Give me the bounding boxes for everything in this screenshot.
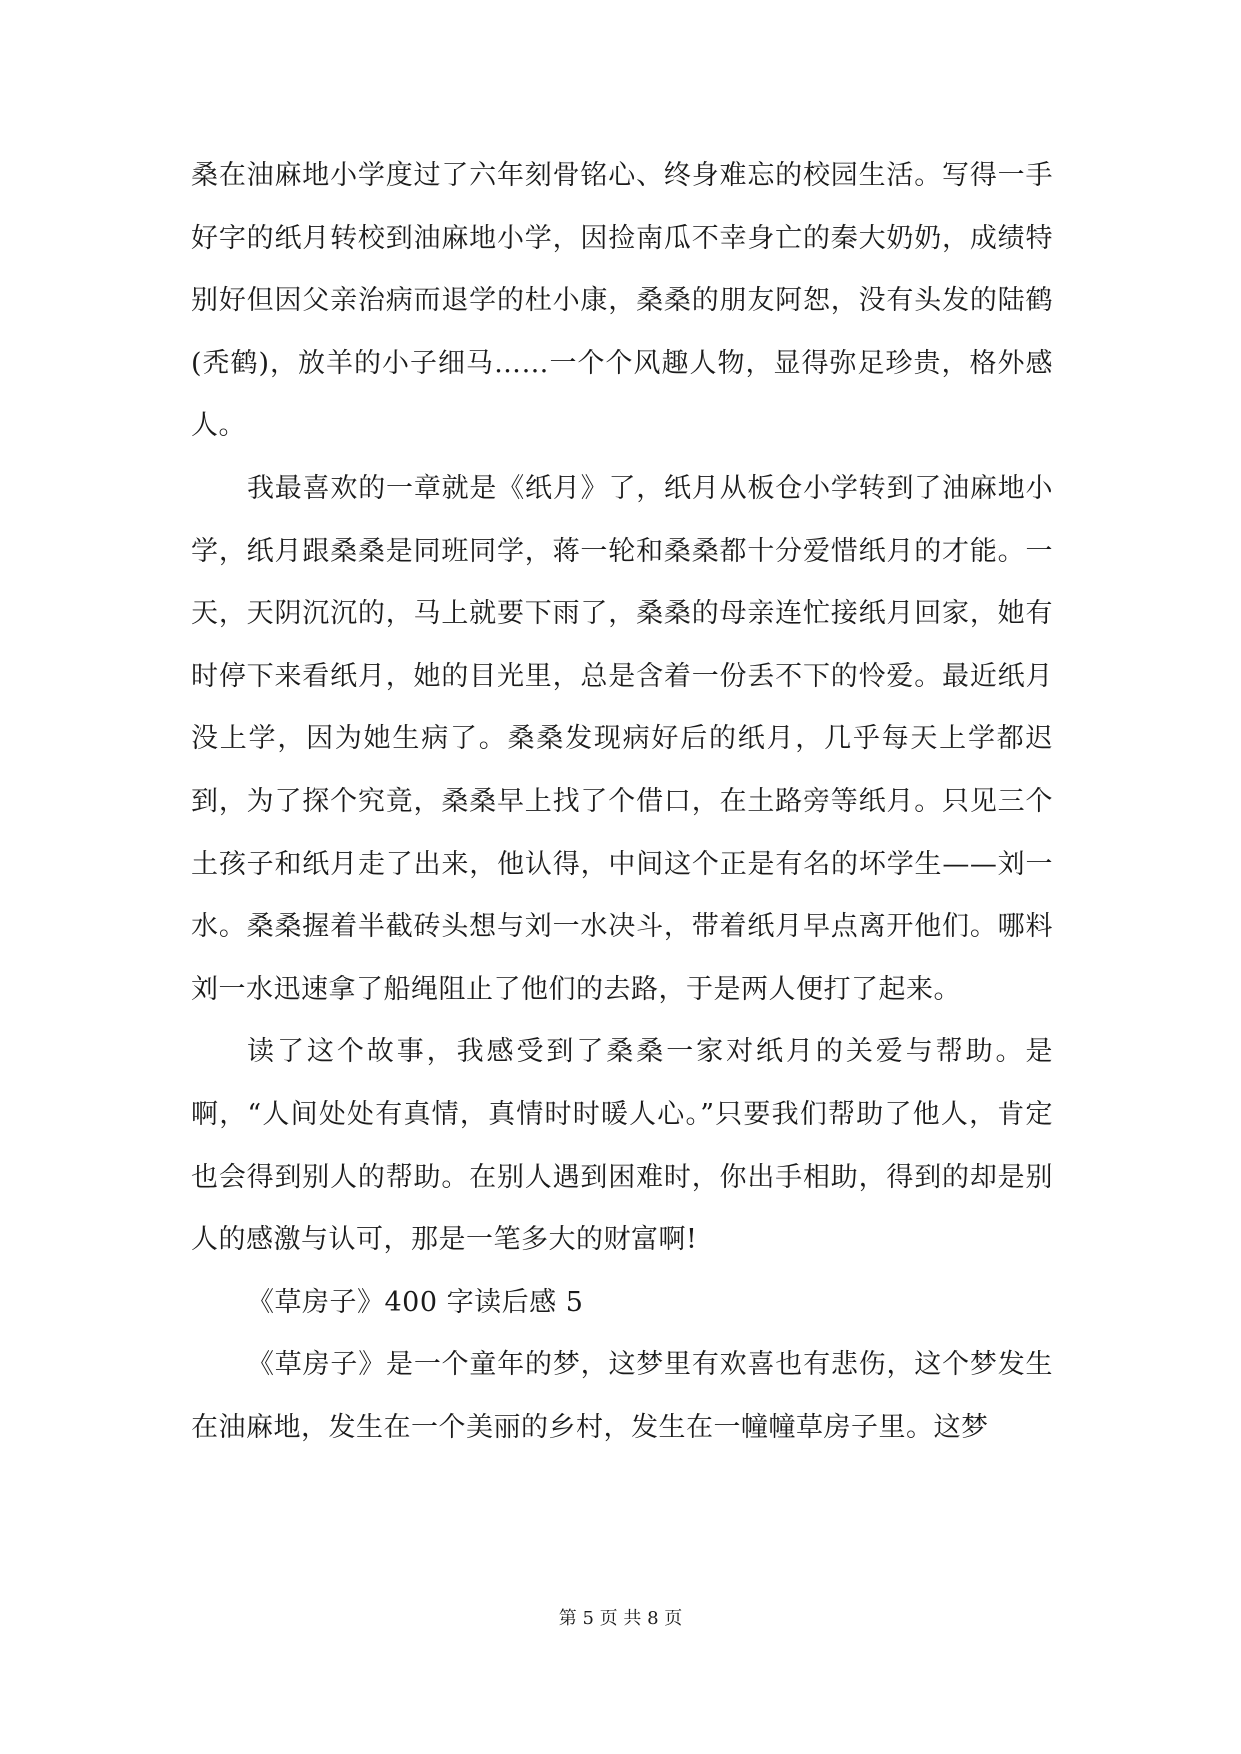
paragraph-zhiyue-chapter: 我最喜欢的一章就是《纸月》了，纸月从板仓小学转到了油麻地小学，纸月跟桑桑是同班同学，蒋一轮和桑桑都十分爱惜纸月的才能。一天，天阴沉沉的，马上就要下雨了，桑桑的母亲连忙接纸月回家，她有时停下来看纸月，她的目光里，总是含着一份丢不下的怜爱。最近纸月没上学，因为她生病了。桑桑发现病好后的纸月，几乎每天上学都迟到，为了探个究竟，桑桑早上找了个借口，在土路旁等纸月。只见三个土孩子和纸月走了出来，他认得，中间这个正是有名的坏学生——刘一水。桑桑握着半截砖头想与刘一水决斗，带着纸月早点离开他们。哪料刘一水迅速拿了船绳阻止了他们的去路，于是两人便打了起来。 xyxy=(191,472,1053,1005)
section-heading: 《草房子》400 字读后感 5 xyxy=(247,1286,584,1318)
paragraph-continuation: 桑在油麻地小学度过了六年刻骨铭心、终身难忘的校园生活。写得一手好字的纸月转校到油麻地小学，因捡南瓜不幸身亡的秦大奶奶，成绩特别好但因父亲治病而退学的杜小康，桑桑的朋友阿恕，没有头发的陆鹤(秃鹤)，放羊的小子细马……一个个风趣人物，显得弥足珍贵，格外感人。 xyxy=(191,160,1053,442)
document-body xyxy=(191,145,1053,1459)
page-footer: 第 5 页 共 8 页 xyxy=(558,1608,683,1629)
paragraph-reflection: 读了这个故事，我感受到了桑桑一家对纸月的关爱与帮助。是啊，“人间处处有真情，真情时时暖人心。”只要我们帮助了他人，肯定也会得到别人的帮助。在别人遇到困难时，你出手相助，得到的却是别人的感激与认可，那是一笔多大的财富啊! xyxy=(191,1036,1053,1256)
paragraph-new-essay: 《草房子》是一个童年的梦，这梦里有欢喜也有悲伤，这个梦发生在油麻地，发生在一个美丽的乡村，发生在一幢幢草房子里。这梦 xyxy=(191,1349,1053,1443)
